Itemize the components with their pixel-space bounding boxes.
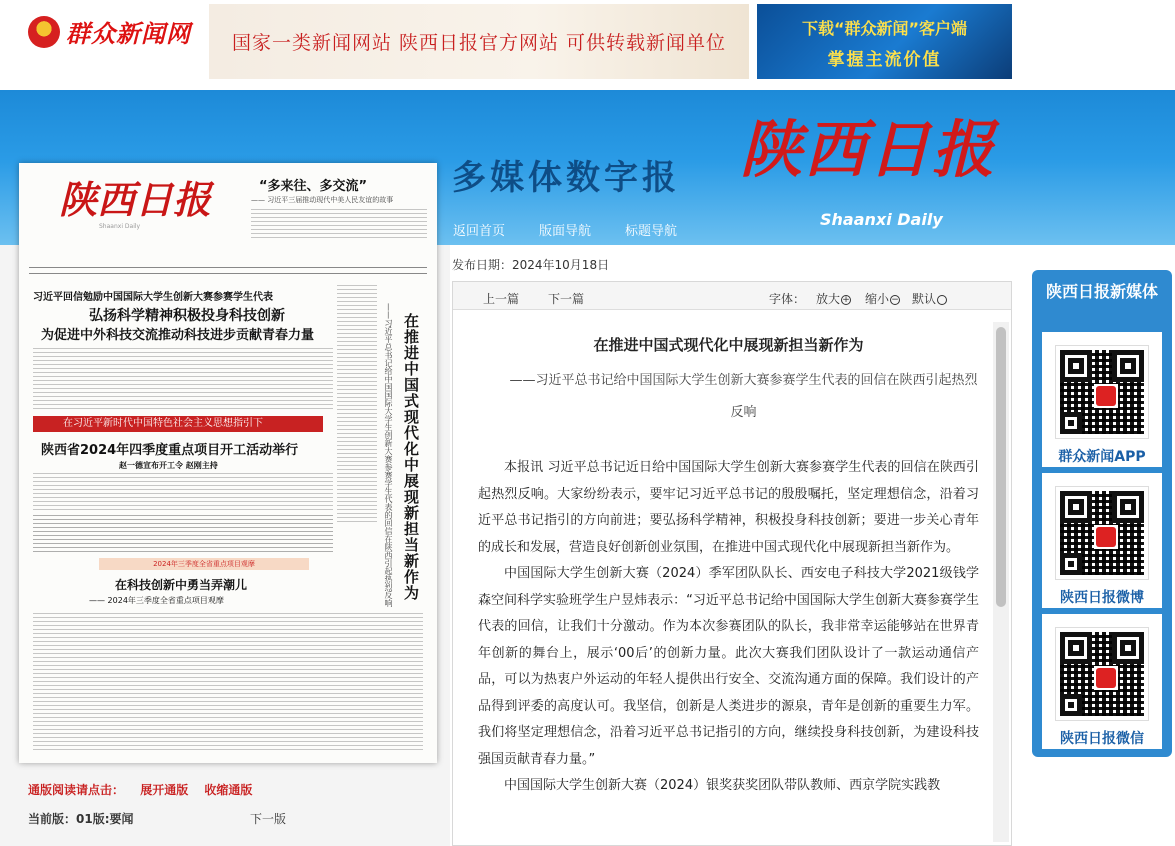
font-enlarge-button[interactable] xyxy=(816,290,851,307)
paper-vertical-title: 在推进中国式现代化中展现新担当新作为 xyxy=(402,313,420,601)
promo-line-2: 掌握主流价值 xyxy=(827,50,942,70)
scrollbar-thumb[interactable] xyxy=(996,327,1006,607)
minus-circle-icon: − xyxy=(891,294,899,305)
new-media-sidebar xyxy=(1032,270,1172,757)
paper-third-sub: —— 2024年三季度全省重点项目观摩 xyxy=(89,596,224,605)
paper-top-headline: “多来往、多交流” xyxy=(259,179,368,194)
sidebar-item-weibo[interactable] xyxy=(1042,473,1162,608)
paper-third-title: 在科技创新中勇当弄潮儿 xyxy=(115,578,248,592)
sidebar-item-app[interactable] xyxy=(1042,332,1162,467)
paper-tag: 2024年三季度全省重点项目观摩 xyxy=(99,558,309,570)
font-shrink-button[interactable] xyxy=(865,290,900,307)
paper-text-block xyxy=(33,613,423,753)
app-promo-banner[interactable] xyxy=(757,4,1012,79)
next-article-link[interactable]: 下一篇 xyxy=(548,292,585,306)
paper-second-sub: 赵一德宣布开工令 赵刚主持 xyxy=(119,461,218,470)
logo-text: 群众新闻网 xyxy=(66,19,191,48)
publish-date: 发布日期：2024年10月18日 xyxy=(452,258,610,272)
promo-line-1: 下载“群众新闻”客户端 xyxy=(801,19,968,38)
paper-masthead: 陕西日报 xyxy=(59,177,212,222)
font-default-button[interactable] xyxy=(912,290,947,307)
article-paragraph: 本报讯 习近平总书记近日给中国国际大学生创新大赛参赛学生代表的回信在陕西引起热烈反响。大家纷纷表示，要牢记习近平总书记的殷殷嘱托，坚定理想信念，沿着习近平总书记指引的方向前进；要弘扬科学精神，积极投身科技创新；要进一步关心青年的成长和发展，营造良好创新创业氛围，在推进中国式现代化中展现新担当新作为。 xyxy=(478,460,979,555)
font-default-label: 默认 xyxy=(912,292,937,306)
qr-code-icon xyxy=(1056,628,1148,720)
font-shrink-label: 缩小 xyxy=(865,292,890,306)
paper-lead-title-2: 为促进中外科技交流推动科技进步贡献青春力量 xyxy=(41,328,315,343)
nav-title-nav[interactable]: 标题导航 xyxy=(625,224,678,239)
top-header xyxy=(0,0,1175,90)
article-paragraph: 中国国际大学生创新大赛（2024）季军团队队长、西安电子科技大学2021级钱学森空间科学实验班学生户昱炜表示：“习近平总书记给中国国际大学生创新大赛参赛学生代表的回信，让我们十分激动。作为本次参赛团队的队长，我非常幸运能够站在世界青年创新的舞台上，展示‘00后’的创新力量。此次大赛我们团队设计了一款运动通信产品，可以为热衷户外运动的年轻人提供出行安全、交流沟通方面的保障。我们设计的产品得到评委的高度认可。我坚信，创新是人类进步的源泉，青年是创新的重要生力军。我们将坚定理想信念，沿着习近平总书记指引的方向，继续投身科技创新，为建设科技强国贡献青春力量。” xyxy=(478,566,979,767)
article-subtitle: ——习近平总书记给中国国际大学生创新大赛参赛学生代表的回信在陕西引起热烈反响 xyxy=(509,373,978,420)
site-logo[interactable] xyxy=(28,14,191,49)
current-page-label: 当前版：01版:要闻 xyxy=(28,812,134,826)
article-paragraph: 中国国际大学生创新大赛（2024）银奖获奖团队带队教师、西京学院实践教 xyxy=(504,778,941,793)
paper-vertical-sub: ——习近平总书记给中国国际大学生创新大赛参赛学生代表的回信在陕西引起热烈反响 xyxy=(384,303,393,607)
logo-icon xyxy=(28,16,60,48)
paper-red-bar: 在习近平新时代中国特色社会主义思想指引下 xyxy=(33,416,323,432)
sidebar-item-label: 陕西日报微博 xyxy=(1060,590,1144,606)
paper-text-block xyxy=(33,515,333,555)
font-label: 字体： xyxy=(769,292,806,306)
sidebar-item-label: 陕西日报微信 xyxy=(1060,731,1144,747)
paper-text-block xyxy=(33,348,333,410)
sidebar-item-wechat[interactable] xyxy=(1042,614,1162,749)
slogan-banner[interactable]: 国家一类新闻网站 陕西日报官方网站 可供转载新闻单位 xyxy=(209,4,749,79)
next-page-link[interactable]: 下一版 xyxy=(250,812,287,826)
paper-top-headline-sub: —— 习近平三届推动现代中美人民友谊的故事 xyxy=(251,196,394,204)
paper-text-block xyxy=(251,209,427,239)
paper-masthead-en: Shaanxi Daily xyxy=(99,223,141,230)
masthead-title: 陕西日报 xyxy=(740,113,997,186)
article-toolbar xyxy=(453,282,1011,310)
sidebar-header: 陕西日报新媒体 xyxy=(1045,282,1158,301)
paper-rule xyxy=(29,267,427,268)
article-title: 在推进中国式现代化中展现新担当新作为 xyxy=(593,336,864,354)
expand-page-link[interactable]: 展开通版 xyxy=(140,783,189,797)
newspaper-page-image[interactable] xyxy=(19,163,437,763)
plus-circle-icon: + xyxy=(842,294,850,305)
paper-lead-title-1: 弘扬科学精神积极投身科技创新 xyxy=(89,308,285,324)
sidebar-item-label: 群众新闻APP xyxy=(1058,449,1146,465)
nav-home[interactable]: 返回首页 xyxy=(453,224,506,239)
paper-second-title: 陕西省2024年四季度重点项目开工活动举行 xyxy=(41,443,299,458)
circle-icon xyxy=(937,295,947,305)
page-read-label: 通版阅读请点击： xyxy=(28,783,125,797)
paper-lead-kicker: 习近平回信勉励中国国际大学生创新大赛参赛学生代表 xyxy=(33,292,273,303)
paper-rule xyxy=(29,273,427,274)
page-view-controls xyxy=(28,781,264,798)
article-scrollbar[interactable] xyxy=(993,322,1009,842)
paper-text-block xyxy=(337,285,377,525)
prev-article-link[interactable]: 上一篇 xyxy=(483,292,520,306)
masthead-subtitle: 多媒体数字报 xyxy=(452,158,680,198)
qr-code-icon xyxy=(1056,346,1148,438)
collapse-page-link[interactable]: 收缩通版 xyxy=(204,783,253,797)
top-nav xyxy=(453,220,677,239)
article-body xyxy=(453,312,993,845)
qr-code-icon xyxy=(1056,487,1148,579)
masthead-title-en: Shaanxi Daily xyxy=(820,210,943,229)
font-enlarge-label: 放大 xyxy=(816,292,841,306)
paper-text-block xyxy=(33,473,333,511)
article-panel xyxy=(452,281,1012,846)
nav-page-nav[interactable]: 版面导航 xyxy=(539,224,592,239)
